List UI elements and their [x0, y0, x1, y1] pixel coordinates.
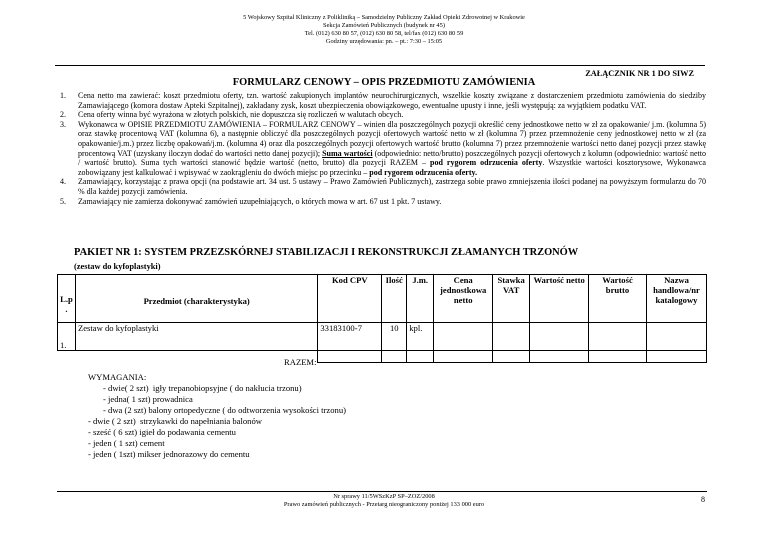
rule-number: 1. — [60, 91, 66, 100]
cell-trade — [646, 323, 706, 351]
page-number: 8 — [701, 495, 705, 504]
total-label-cell — [58, 351, 318, 363]
col-price: Cena jednostkowa netto — [434, 275, 493, 323]
cell-cpv: 33183100-7 — [318, 323, 382, 351]
header-section: Sekcja Zamówień Publicznych (budynek nr 45) — [323, 22, 445, 29]
requirement-item: - jedna( 1 szt) prowadnica — [88, 394, 193, 404]
package-subtitle: (zestaw do kyfoplastyki) — [74, 262, 161, 271]
cell-net — [530, 323, 589, 351]
rule-emphasis: pod rygorem odrzucenia oferty — [430, 158, 543, 168]
package-title: PAKIET NR 1: SYSTEM PRZEZSKÓRNEJ STABILIZACJI I REKONSTRUKCJI ZŁAMANYCH TRZONÓW — [74, 247, 579, 258]
rule-item — [60, 110, 706, 120]
cell-item: Zestaw do kyfoplastyki — [75, 323, 317, 351]
rule-text: Cena oferty winna być wyrażona w złotych polskich, nie dopuszcza się rozliczeń w walutach obcych. — [78, 110, 404, 120]
cell-price — [434, 323, 493, 351]
rule-text: Zamawiający nie zamierza dokonywać zamówień uzupełniających, o których mowa w art. 67 ust 1 pkt. 7 ustawy. — [78, 196, 442, 206]
rule-emphasis: pod rygorem odrzucenia oferty. — [369, 167, 478, 177]
total-gross — [589, 351, 647, 363]
cell-qty: 10 — [382, 323, 407, 351]
rules-list — [60, 91, 706, 206]
requirement-item: - sześć ( 6 szt) igieł do podawania cementu — [88, 427, 236, 437]
col-cpv: Kod CPV — [318, 275, 382, 323]
header-divider — [55, 65, 705, 66]
rule-text: Cena netto ma zawierać: koszt przedmiotu oferty, tzn. wartość zakupionych implantów neurochirurgicznych, wszelkie koszty związane z dostarczeniem przedmiotu zamówienia do siedziby Zamawiającego (komora dostaw Apteki Szpitalnej), zakładany zysk, koszt ubezpieczenia obowiązkowego, ewentualne upusty i inne, jeśli występują: za wyjątkiem podatku VAT. — [78, 91, 706, 110]
cell-lp: 1. — [58, 323, 76, 351]
cell-unit: kpl. — [407, 323, 434, 351]
total-cell — [318, 351, 382, 363]
document-footer — [0, 493, 768, 509]
requirement-item: - jeden ( 1 szt) cement — [88, 438, 165, 448]
form-title: FORMULARZ CENOWY – OPIS PRZEDMIOTU ZAMÓWIENIA — [232, 77, 536, 88]
rule-number: 5. — [60, 196, 66, 206]
total-label: RAZEM: — [284, 357, 317, 367]
rule-text: (odpowiednio: netto/brutto) poszczególnych pozycji ofertowych z kolumn (odpowiednio: wartość netto / wartość brutto). Suma tych wartości stanowić będzie wartość (netto, brutto) dla pozycji RAZEM – — [78, 148, 706, 168]
rule-number: 2. — [60, 110, 66, 120]
document-header — [0, 14, 768, 46]
col-gross: Wartość brutto — [589, 275, 647, 323]
total-net — [530, 351, 589, 363]
col-lp: L.p . — [58, 275, 76, 323]
rule-text: . Wszystkie wartości kosztorysowe, Wykonawca zobowiązany jest kalkulować i wpisywać w zaokrągleniu do dwóch miejsc po przecinku – — [78, 158, 706, 177]
cell-vat — [493, 323, 530, 351]
price-table — [57, 274, 707, 363]
col-vat: Stawka VAT — [493, 275, 530, 323]
rule-number: 4. — [60, 177, 66, 187]
cell-gross — [589, 323, 647, 351]
col-net: Wartość netto — [530, 275, 589, 323]
rule-emphasis: Suma wartości — [322, 148, 373, 158]
rule-text: Wykonawca w OPISIE PRZEDMIOTU ZAMÓWIENIA – FORMULARZ CENOWY – winien dla poszczególnych pozycji określić ceny jednostkowe netto w zł za opakowanie/ j.m. (kolumna 5) oraz stawkę procentową VAT (kolumna 6), a następnie obliczyć dla poszczególnych pozycji ofertowych wartość netto w zł (kolumna 7) przez przemnożenie ceny jednostkowej netto w zł (za opakowanie/j.m.) przez liczbę opakowań/j.m. (kolumna 4) oraz dla poszczególnych pozycji ofertowych wartość brutto (kolumna 7) przez przemnożenie wartości netto danej pozycji przez stawkę procentową VAT (uzyskany iloczyn dodać do wartości netto danej pozycji); — [78, 119, 706, 158]
requirement-item: - dwa (2 szt) balony ortopedyczne ( do odtworzenia wysokości trzonu) — [88, 405, 346, 415]
requirement-item: - dwie( 2 szt) igły trepanobiopsyjne ( do nakłucia trzonu) — [88, 383, 302, 393]
rule-item — [60, 91, 706, 110]
rule-item — [60, 177, 706, 196]
rule-number: 3. — [60, 119, 66, 129]
header-hours: Godziny urzędowania: pn. – pt.: 7:30 – 15:05 — [325, 38, 443, 45]
table-header-row — [58, 275, 707, 323]
footer-procedure: Prawo zamówień publicznych - Przetarg nieograniczony poniżej 133 000 euro — [283, 501, 485, 508]
col-unit: J.m. — [407, 275, 434, 323]
col-qty: Ilość — [382, 275, 407, 323]
rule-item — [60, 120, 706, 178]
rule-text: Zamawiający, korzystając z prawa opcji (na podstawie art. 34 ust. 5 ustawy – Prawo Zamówień Publicznych), zastrzega sobie prawo zmniejszenia ilości podanej na powyższym formularzu do 70 % dla każdej pozycji zamówienia. — [78, 177, 706, 196]
requirements-title: WYMAGANIA: — [88, 372, 147, 382]
attachment-label: ZAŁĄCZNIK NR 1 DO SIWZ — [585, 69, 694, 78]
footer-case-number: Nr sprawy 11/5WSzKzP SP–ZOZ/2008 — [333, 493, 435, 500]
header-phone: Tel. (012) 630 80 57, (012) 630 80 58, tel/fax (012) 630 80 59 — [304, 30, 464, 37]
rule-item — [60, 197, 706, 207]
requirements — [88, 372, 346, 460]
col-item: Przedmiot (charakterystyka) — [75, 275, 317, 323]
requirement-item: - jeden ( 1szt) mikser jednorazowy do cementu — [88, 449, 250, 459]
requirement-item: - dwie ( 2 szt) strzykawki do napełniania balonów — [88, 416, 262, 426]
header-hospital: 5 Wojskowy Szpital Kliniczny z Polikliniką – Samodzielny Publiczny Zakład Opieki Zdrowotnej w Krakowie — [243, 14, 525, 21]
footer-divider — [57, 491, 707, 492]
total-row — [58, 351, 707, 363]
table-row — [58, 323, 707, 351]
col-trade: Nazwa handlowa/nr katalogowy — [646, 275, 706, 323]
